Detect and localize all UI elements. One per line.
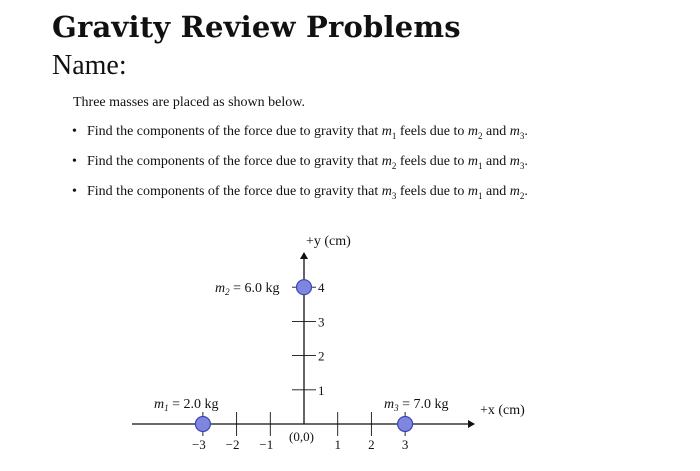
y-tick-label-4: 4 [318,280,325,296]
origin-label: (0,0) [289,429,314,444]
y-axis-label: +y (cm) [306,234,351,249]
y-tick-label-1: 1 [318,382,325,398]
mass-m1 [195,417,210,432]
x-tick-label-2: 2 [368,437,375,452]
x-tick-label-neg3: −3 [191,437,206,452]
page-title: Gravity Review Problems [52,10,461,44]
task-text: Find the components of the force due to gravity that $m_1$ feels due to $m_2$ and $m_3$. [87,124,528,141]
x-tick-label-neg2: −2 [225,437,240,452]
mass-label-m2: $m_2 = 6.0$ kg [215,281,280,297]
x-axis-label: +x (cm) [480,403,525,418]
bullet-icon: • [72,154,77,169]
x-tick-label-1: 1 [334,437,341,452]
task-text: Find the components of the force due to gravity that $m_2$ feels due to $m_1$ and $m_3$. [87,154,528,171]
bullet-icon: • [72,124,77,139]
mass-label-m1: $m_1 = 2.0$ kg [154,397,219,413]
intro-text: Three masses are placed as shown below. [73,95,305,110]
mass-m2 [297,280,312,295]
y-tick-label-2: 2 [318,348,325,364]
x-tick-label-neg1: −1 [259,437,274,452]
name-label: Name: [52,50,127,81]
mass-label-m3: $m_3 = 7.0$ kg [384,397,449,413]
bullet-icon: • [72,184,77,199]
task-text: Find the components of the force due to gravity that $m_3$ feels due to $m_1$ and $m_2$. [87,184,528,201]
x-tick-label-3: 3 [401,437,409,452]
y-tick-label-3: 3 [318,314,325,330]
mass-m3 [398,417,413,432]
